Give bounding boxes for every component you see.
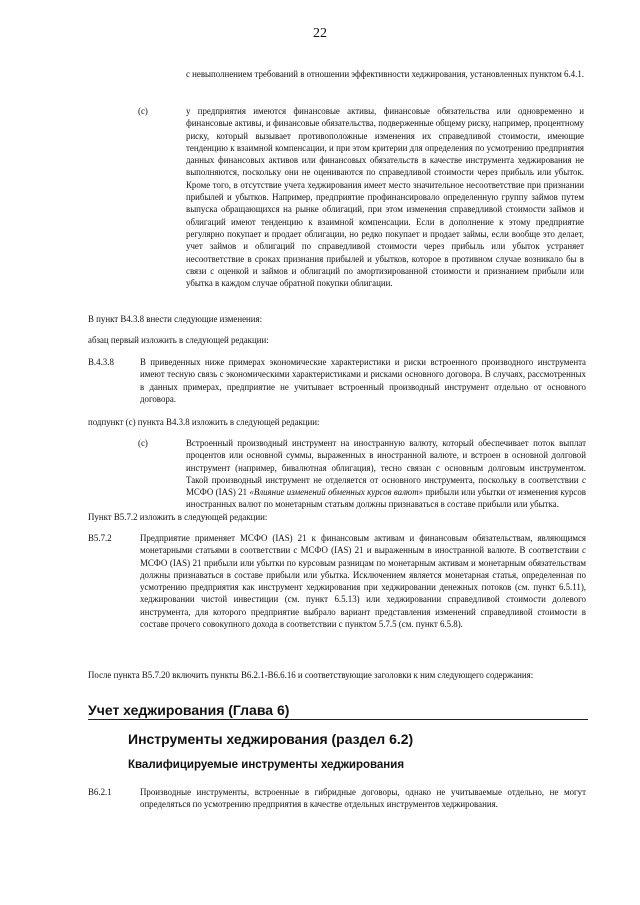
page-number: 22 — [313, 26, 327, 41]
item-c2-paragraph — [186, 437, 586, 511]
instruction-subparagraph-c: подпункт (c) пункта B4.3.8 изложить в следующей редакции: — [88, 417, 320, 427]
chapter-rule — [88, 719, 588, 720]
b621-paragraph: Производные инструменты, встроенные в гибридные договоры, однако не учитываемые отдельно, не могут определяться по усмотрению предприятия в качестве отдельных инструментов хеджирования. — [140, 787, 586, 810]
b438-label: B.4.3.8 — [88, 357, 114, 367]
continuation-paragraph: с невыполнением требований в отношении эффективности хеджирования, установленных пунктом 6.4.1. — [186, 69, 584, 79]
b572-paragraph: Предприятие применяет МСФО (IAS) 21 к финансовым активам и финансовым обязательствам, являющимся монетарными статьями в соответствии с МСФО (IAS) 21 и выраженным в иностранной валюте. В соответствии с МСФО (IAS) 21 прибыли или убытки по курсовым разницам по монетарным активам и монетарным обязательствам должны признаваться в составе прибыли или убытка. Исключением является монетарная статья, определенная по усмотрению предприятия как инструмент хеджирования при хеджировании денежных потоков (см. пункт 6.5.11), хеджировании чистой инвестиции (см. пункт 6.5.13) или хеджировании справедливой стоимости долевого инструмента, для которого предприятие выбрало вариант представления изменений справедливой стоимости в составе прочего совокупного дохода в соответствии с пунктом 5.7.5 (см. пункт 6.5.8). — [140, 533, 586, 630]
instruction-insert-b6: После пункта B5.7.20 включить пункты B6.2.1-B6.6.16 и соответствующие заголовки к ним следующего содержания: — [88, 670, 534, 680]
item-c-label: (c) — [138, 106, 148, 116]
item-c2-text-part-2: прибыли или убытки от изменения курсов иностранных валют по монетарным статьям должны признаваться в составе прибыли или убытка. — [186, 487, 586, 510]
item-c2-label: (c) — [138, 438, 148, 448]
item-c-paragraph: у предприятия имеются финансовые активы, финансовые обязательства или одновременно и финансовые активы, и финансовые обязательства, подверженные общему риску, например, процентному риску, который вызывает противоположные изменения их справедливой стоимости, имеющие тенденцию к взаимной компенсации, и при этом критерии для определения по усмотрению предприятия данных финансовых активов или финансовых обязательств в качестве инструмента хеджирования не выполняются, поскольку они не оцениваются по справедливой стоимости через прибыль или убыток. Кроме того, в отсутствие учета хеджирования имеет место значительное несоответствие при признании прибылей и убытков. Например, предприятие профинансировало определенную группу займов путем выпуска обращающихся на рынке облигаций, при этом изменения справедливой стоимости займов и облигаций имеют тенденцию к взаимной компенсации. Если в дополнение к этому предприятие регулярно покупает и продает облигации, но редко покупает и продает займы, если вообще это делает, учет займов и облигаций по справедливой стоимости через прибыль или убыток устраняет несоответствие в сроках признания прибылей и убытков, которое в противном случае возникало бы в связи с оценкой и займов и облигаций по амортизированной стоимости и признанием прибыли или убытка в каждом случае обратной покупки облигации. — [186, 106, 584, 289]
section-heading: Инструменты хеджирования (раздел 6.2) — [128, 731, 414, 747]
subsection-heading: Квалифицируемые инструменты хеджирования — [128, 759, 405, 771]
standard-title-italic: «Влияние изменений обменных курсов валют» — [249, 487, 424, 498]
b438-paragraph: В приведенных ниже примерах экономические характеристики и риски встроенного производного инструмента имеют тесную связь с экономическими характеристиками и рисками основного договора. В случаях, рассмотренных в данных примерах, предприятие не учитывает встроенный производный инструмент отдельно от основного договора. — [140, 357, 586, 404]
instruction-b438: В пункт B4.3.8 внести следующие изменения: — [88, 314, 263, 324]
chapter-heading: Учет хеджирования (Глава 6) — [88, 702, 290, 718]
b621-label: B6.2.1 — [88, 787, 112, 797]
instruction-b572: Пункт B5.7.2 изложить в следующей редакции: — [88, 512, 268, 522]
b572-label: B5.7.2 — [88, 533, 112, 543]
instruction-first-paragraph: абзац первый изложить в следующей редакции: — [88, 335, 269, 345]
item-c2-text-part-1: Встроенный производный инструмент на иностранную валюту, который обеспечивает поток выплат процентов или основной суммы, выраженных в иностранной валюте, и встроен в основной долговой инструмент (например, бивалютная облигация), тесно связан с основным долговым инструментом. Такой производный инструмент не отделяется от основного инструмента, поскольку в соответствии с МСФО (IAS) 21 — [186, 438, 586, 498]
